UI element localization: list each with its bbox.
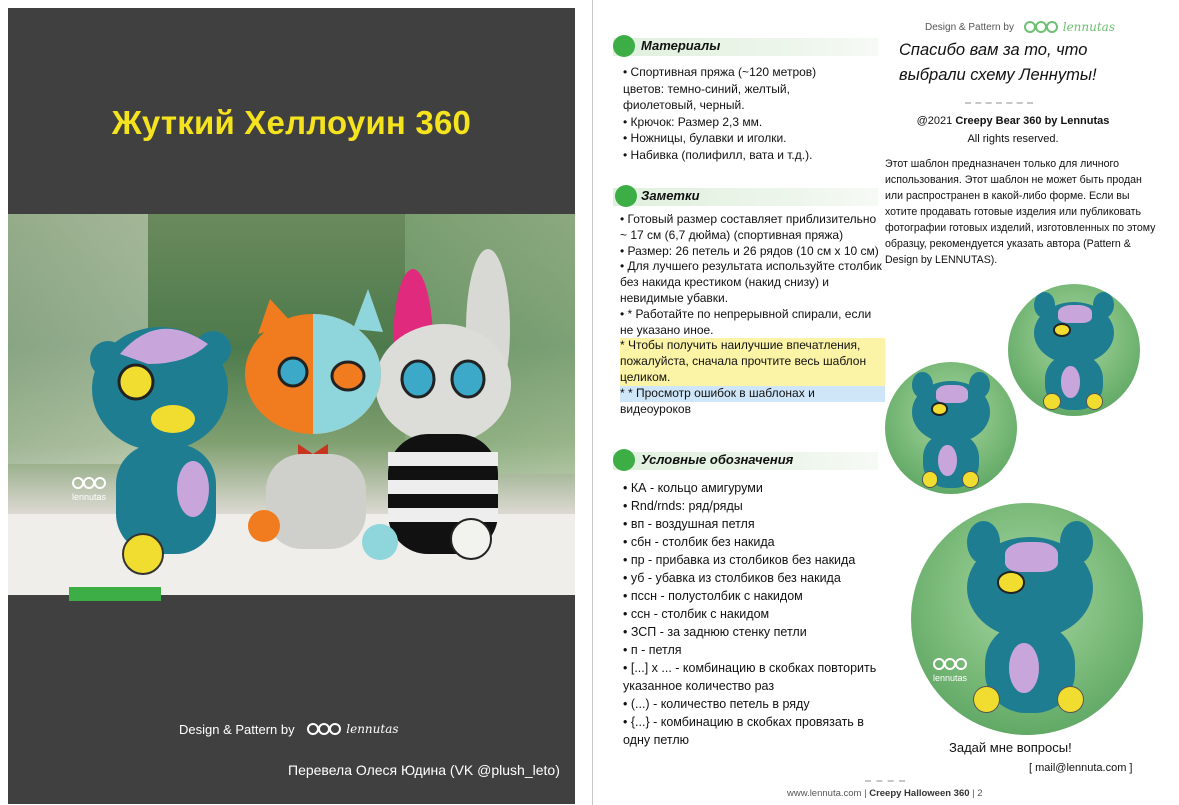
bear-toy [90, 327, 231, 574]
list-item: видеоуроков [620, 401, 691, 416]
list-item: • {...} - комбинацию в скобках провязать в одну петлю [623, 715, 864, 747]
cover-title: Жуткий Хеллоуин 360 [111, 104, 472, 141]
copyright-line: @2021 Creepy Bear 360 by Lennutas [916, 115, 1110, 127]
copyright-block [893, 112, 1133, 148]
thanks-message: Спасибо вам за то, что выбрали схему Леннуты! [899, 41, 1097, 84]
cat-toy [245, 289, 398, 560]
bear-photo-large [911, 503, 1143, 735]
rights-line: All rights reserved. [967, 133, 1059, 145]
photo-watermark-logo: lennutas [931, 655, 969, 683]
toys-illustration [8, 214, 575, 595]
symbols-heading: Условные обозначения [613, 452, 878, 470]
section-dot-icon [613, 449, 635, 471]
pattern-page-2 [592, 0, 1179, 805]
list-item-highlighted: * Чтобы получить наилучшие впечатления, пожалуйста, сначала прочтите весь шаблон целиком. [620, 338, 885, 385]
footer-site[interactable]: www.lennuta.com | [787, 788, 867, 799]
page-header [925, 18, 1115, 36]
license-text: Этот шаблон предназначен только для личного использования. Этот шаблон не может быть продан или распространен в какой-либо форме. Если вы хотите продавать готовые изделия или публиковать фотографии готовых изделий, изготовленных по этому образцу, рекомендуется указать автора (Pattern & Design by LENNUTAS). [885, 158, 1156, 266]
list-item: • пр - прибавка из столбиков без накида [623, 553, 856, 567]
section-dot-icon [613, 35, 635, 57]
materials-list [623, 64, 858, 163]
list-item: • Для лучшего результата используйте столбик без накида крестиком (накид снизу) и невидимые убавки. [620, 259, 882, 305]
page-footer [787, 788, 983, 799]
cover-photo [8, 214, 575, 595]
list-item: • Набивка (полифилл, вата и т.д.). [623, 147, 813, 162]
brand-logo: lennutas [305, 720, 399, 738]
credit-label: Design & Pattern by [179, 721, 295, 737]
header-brand: lennutas [1022, 18, 1115, 36]
bear-photo-small [1008, 284, 1140, 416]
list-item-highlighted: * * Просмотр ошибок в шаблонах и [620, 386, 885, 402]
cover-credit [179, 720, 399, 738]
section-dot-icon [615, 185, 637, 207]
list-item: • КА - кольцо амигуруми [623, 481, 763, 495]
header-label: Design & Pattern by [925, 21, 1014, 33]
yarn-logo-icon [305, 720, 343, 738]
notes-list [620, 212, 885, 417]
list-item: • Крючок: Размер 2,3 мм. [623, 114, 763, 129]
photo-watermark-logo: lennutas [70, 474, 108, 502]
list-item: • [...] x ... - комбинацию в скобках повторить указанное количество раз [623, 661, 877, 693]
list-item: • * Работайте по непрерывной спирали, если не указано иное. [620, 306, 872, 337]
list-item: • сбн - столбик без накида [623, 535, 775, 549]
list-item: • ЗСП - за заднюю стенку петли [623, 625, 807, 639]
list-item: • ссн - столбик с накидом [623, 607, 770, 621]
materials-heading: Материалы [613, 38, 878, 56]
contact-email[interactable]: [ mail@lennuta.com ] [1029, 762, 1133, 774]
list-item: • Ножницы, булавки и иголки. [623, 131, 787, 145]
list-item: • Готовый размер составляет приблизительно ~ 17 см (6,7 дюйма) (спортивная пряжа) [620, 212, 877, 242]
cover-accent-bar [69, 587, 161, 601]
list-item: • Спортивная пряжа (~120 метров) цветов: темно-синий, желтый, фиолетовый, черный. [623, 65, 817, 112]
list-item: • пссн - полустолбик с накидом [623, 589, 803, 603]
bear-photo-medium [885, 362, 1017, 494]
list-item: • п - петля [623, 643, 682, 657]
page-number: | 2 [972, 788, 983, 799]
list-item: • Размер: 26 петель и 26 рядов (10 см x 10 см) [620, 243, 879, 258]
bunny-toy [375, 249, 511, 559]
divider [865, 780, 905, 782]
list-item: • (...) - количество петель в ряду [623, 697, 810, 711]
cover-page [8, 8, 575, 804]
questions-prompt: Задай мне вопросы! [949, 740, 1072, 755]
list-item: • Rnd/rnds: ряд/ряды [623, 499, 743, 513]
yarn-logo-icon [1022, 18, 1060, 36]
divider [965, 102, 1033, 104]
list-item: • вп - воздушная петля [623, 517, 755, 531]
footer-title: Creepy Halloween 360 [869, 788, 970, 799]
list-item: • уб - убавка из столбиков без накида [623, 571, 841, 585]
symbols-list [623, 479, 893, 749]
cover-translator: Перевела Олеся Юдина (VK @plush_leto) [288, 762, 560, 778]
notes-heading: Заметки [613, 188, 878, 206]
